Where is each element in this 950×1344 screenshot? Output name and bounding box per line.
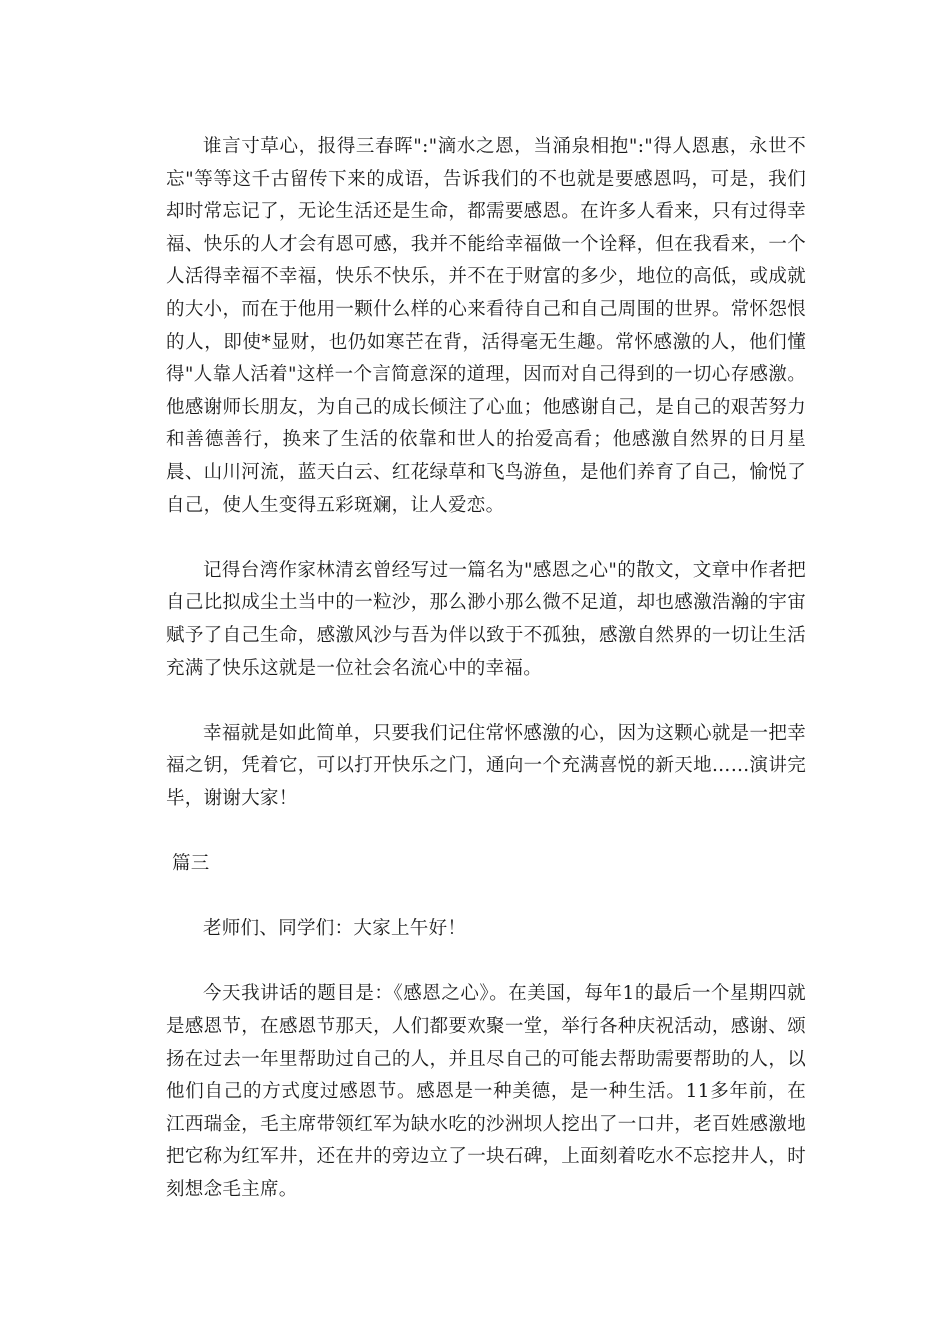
paragraph-spacer	[166, 685, 806, 718]
paragraph-spacer	[166, 946, 806, 979]
paragraph-happiness: 幸福就是如此简单，只要我们记住常怀感激的心，因为这颗心就是一把幸福之钥，凭着它，可以打开快乐之门，通向一个充满喜悦的新天地……演讲完毕，谢谢大家！	[166, 722, 806, 809]
paragraph-speech-topic: 今天我讲话的题目是：《感恩之心》。在美国，每年1的最后一个星期四就是感恩节，在感恩节那天，人们都要欢聚一堂，举行各种庆祝活动，感谢、颂扬在过去一年里帮助过自己的人，并且尽自己的可能去帮助需要帮助的人，以他们自己的方式度过感恩节。感恩是一种美德，是一种生活。11多年前，在江西瑞金，毛主席带领红军为缺水吃的沙洲坝人挖出了一口井，老百姓感激地把它称为红军井，还在井的旁边立了一块石碑，上面刻着吃水不忘挖井人，时刻想念毛主席。	[166, 983, 806, 1200]
paragraph-gratitude-intro: 谁言寸草心，报得三春晖":"滴水之恩，当涌泉相抱":"得人恩惠，永世不忘"等等这千古留传下来的成语，告诉我们的不也就是要感恩吗，可是，我们却时常忘记了，无论生活还是生命，都需要感恩。在许多人看来，只有过得幸福、快乐的人才会有恩可感，我并不能给幸福做一个诠释，但在我看来，一个人活得幸福不幸福，快乐不快乐，并不在于财富的多少，地位的高低，或成就的大小，而在于他用一颗什么样的心来看待自己和自己周围的世界。常怀怨恨的人，即使*显财，也仍如寒芒在背，活得毫无生趣。常怀感激的人，他们懂得"人靠人活着"这样一个言简意深的道理，因而对自己得到的一切心存感激。他感谢师长朋友，为自己的成长倾注了心血；他感谢自己，是自己的艰苦努力和善德善行，换来了生活的依靠和世人的抬爱高看；他感激自然界的日月星晨、山川河流，蓝天白云、红花绿草和飞鸟游鱼，是他们养育了自己，愉悦了自己，使人生变得五彩斑斓，让人爱恋。	[166, 136, 806, 516]
paragraph-spacer	[166, 815, 806, 848]
paragraph-spacer	[166, 881, 806, 914]
section-heading: 篇三	[172, 853, 210, 875]
greeting-line: 老师们、同学们：大家上午好！	[203, 918, 467, 940]
paragraph-spacer	[166, 522, 806, 555]
paragraph-lin-qingxuan: 记得台湾作家林清玄曾经写过一篇名为"感恩之心"的散文，文章中作者把自己比拟成尘土当中的一粒沙，那么渺小那么微不足道，却也感激浩瀚的宇宙赋予了自己生命，感激风沙与吾为伴以致于不孤独，感激自然界的一切让生活充满了快乐这就是一位社会名流心中的幸福。	[166, 559, 806, 679]
document-body	[166, 131, 806, 1207]
